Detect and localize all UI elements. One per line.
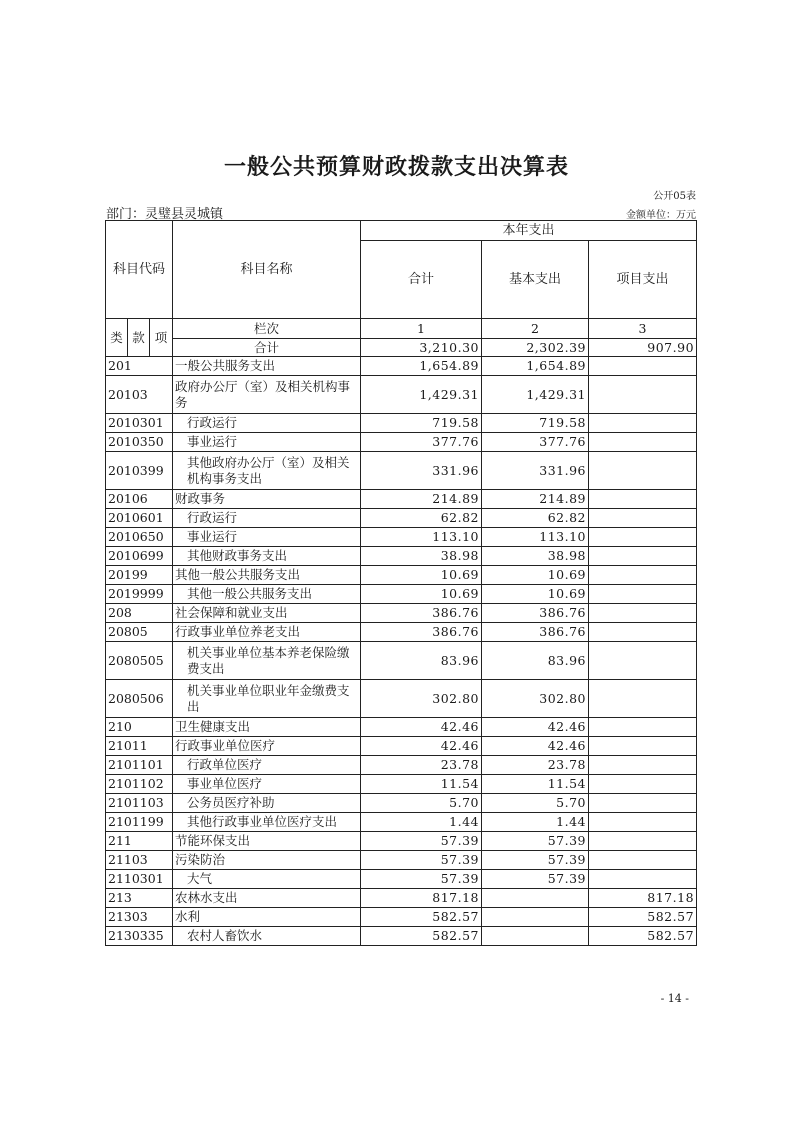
header-xiang: 项	[150, 319, 173, 357]
row-code: 2010301	[106, 414, 173, 433]
row-total: 719.58	[361, 414, 482, 433]
row-total: 42.46	[361, 737, 482, 756]
row-name: 事业单位医疗	[173, 775, 361, 794]
header-lei: 类	[106, 319, 128, 357]
row-project	[589, 832, 697, 851]
table-row	[106, 547, 697, 566]
row-name: 行政事业单位医疗	[173, 737, 361, 756]
row-total: 10.69	[361, 585, 482, 604]
row-project	[589, 775, 697, 794]
row-basic: 331.96	[482, 452, 589, 490]
row-total: 38.98	[361, 547, 482, 566]
row-name: 政府办公厅（室）及相关机构事务	[173, 376, 361, 414]
row-code: 2080506	[106, 680, 173, 718]
table-row	[106, 376, 697, 414]
row-project	[589, 585, 697, 604]
header-lanci: 栏次	[173, 319, 361, 339]
row-basic: 62.82	[482, 509, 589, 528]
form-code: 公开05表	[653, 191, 696, 202]
row-project	[589, 680, 697, 718]
row-project	[589, 509, 697, 528]
row-basic: 302.80	[482, 680, 589, 718]
header-col3: 3	[589, 319, 697, 339]
row-name: 财政事务	[173, 490, 361, 509]
row-project	[589, 433, 697, 452]
row-name: 机关事业单位基本养老保险缴费支出	[173, 642, 361, 680]
row-name: 事业运行	[173, 528, 361, 547]
table-row	[106, 509, 697, 528]
row-code: 21303	[106, 908, 173, 927]
header-basic: 基本支出	[482, 241, 589, 319]
row-total: 377.76	[361, 433, 482, 452]
table-row	[106, 908, 697, 927]
row-name: 行政运行	[173, 414, 361, 433]
table-row	[106, 433, 697, 452]
row-basic	[482, 889, 589, 908]
row-name: 农林水支出	[173, 889, 361, 908]
row-name: 公务员医疗补助	[173, 794, 361, 813]
row-basic: 386.76	[482, 623, 589, 642]
header-col2: 2	[482, 319, 589, 339]
row-total: 83.96	[361, 642, 482, 680]
row-project	[589, 737, 697, 756]
row-project	[589, 794, 697, 813]
row-name: 行政单位医疗	[173, 756, 361, 775]
row-project	[589, 870, 697, 889]
row-name: 其他政府办公厅（室）及相关机构事务支出	[173, 452, 361, 490]
table-row	[106, 585, 697, 604]
row-project	[589, 547, 697, 566]
row-code: 2010399	[106, 452, 173, 490]
row-code: 2019999	[106, 585, 173, 604]
row-total: 5.70	[361, 794, 482, 813]
row-basic: 10.69	[482, 566, 589, 585]
row-code: 20103	[106, 376, 173, 414]
row-total: 214.89	[361, 490, 482, 509]
table-row	[106, 718, 697, 737]
row-project: 582.57	[589, 908, 697, 927]
row-project	[589, 604, 697, 623]
row-code: 2010699	[106, 547, 173, 566]
row-name: 其他财政事务支出	[173, 547, 361, 566]
row-code: 2101101	[106, 756, 173, 775]
row-name: 行政运行	[173, 509, 361, 528]
row-basic: 214.89	[482, 490, 589, 509]
row-basic: 57.39	[482, 832, 589, 851]
row-code: 21011	[106, 737, 173, 756]
row-basic: 719.58	[482, 414, 589, 433]
row-project	[589, 528, 697, 547]
row-total: 386.76	[361, 623, 482, 642]
row-code: 211	[106, 832, 173, 851]
row-basic: 38.98	[482, 547, 589, 566]
row-total: 57.39	[361, 870, 482, 889]
table-row	[106, 490, 697, 509]
row-basic: 57.39	[482, 870, 589, 889]
row-total: 42.46	[361, 718, 482, 737]
row-name: 行政事业单位养老支出	[173, 623, 361, 642]
row-code: 201	[106, 357, 173, 376]
row-code: 2010601	[106, 509, 173, 528]
row-code: 2080505	[106, 642, 173, 680]
header-project: 项目支出	[589, 241, 697, 319]
header-code: 科目代码	[106, 221, 173, 319]
table-row	[106, 623, 697, 642]
page-title: 一般公共预算财政拨款支出决算表	[223, 155, 569, 180]
table-row	[106, 775, 697, 794]
row-name: 一般公共服务支出	[173, 357, 361, 376]
row-project	[589, 357, 697, 376]
sum-basic: 2,302.39	[482, 339, 589, 357]
row-project	[589, 376, 697, 414]
row-total: 62.82	[361, 509, 482, 528]
row-name: 其他一般公共服务支出	[173, 585, 361, 604]
row-total: 23.78	[361, 756, 482, 775]
row-total: 331.96	[361, 452, 482, 490]
row-total: 1,654.89	[361, 357, 482, 376]
table-row	[106, 737, 697, 756]
table-row	[106, 889, 697, 908]
department-label: 部门：灵璧县灵城镇	[106, 207, 224, 222]
unit-label: 金额单位：万元	[626, 210, 696, 221]
header-name: 科目名称	[173, 221, 361, 319]
table-row	[106, 452, 697, 490]
row-basic: 57.39	[482, 851, 589, 870]
row-project	[589, 414, 697, 433]
row-code: 2010350	[106, 433, 173, 452]
row-project	[589, 623, 697, 642]
row-basic: 1.44	[482, 813, 589, 832]
header-total: 合计	[361, 241, 482, 319]
row-total: 386.76	[361, 604, 482, 623]
row-name: 社会保障和就业支出	[173, 604, 361, 623]
row-code: 2101199	[106, 813, 173, 832]
row-code: 20805	[106, 623, 173, 642]
row-project	[589, 813, 697, 832]
row-name: 农村人畜饮水	[173, 927, 361, 946]
row-project	[589, 566, 697, 585]
table-row	[106, 566, 697, 585]
row-code: 213	[106, 889, 173, 908]
row-name: 大气	[173, 870, 361, 889]
row-name: 机关事业单位职业年金缴费支出	[173, 680, 361, 718]
row-basic: 1,654.89	[482, 357, 589, 376]
table-row	[106, 756, 697, 775]
row-basic: 5.70	[482, 794, 589, 813]
table-row	[106, 870, 697, 889]
header-kuan: 款	[128, 319, 150, 357]
table-row	[106, 927, 697, 946]
table-row	[106, 851, 697, 870]
table-row	[106, 813, 697, 832]
row-basic: 386.76	[482, 604, 589, 623]
table-row	[106, 528, 697, 547]
row-basic: 1,429.31	[482, 376, 589, 414]
row-total: 57.39	[361, 832, 482, 851]
table-row	[106, 794, 697, 813]
budget-table	[105, 220, 697, 946]
row-basic: 113.10	[482, 528, 589, 547]
row-total: 11.54	[361, 775, 482, 794]
row-total: 582.57	[361, 927, 482, 946]
row-name: 其他行政事业单位医疗支出	[173, 813, 361, 832]
row-project: 582.57	[589, 927, 697, 946]
row-project	[589, 718, 697, 737]
row-project	[589, 642, 697, 680]
row-name: 事业运行	[173, 433, 361, 452]
row-basic	[482, 927, 589, 946]
row-total: 57.39	[361, 851, 482, 870]
table-row	[106, 680, 697, 718]
row-total: 817.18	[361, 889, 482, 908]
page-number: - 14 -	[660, 992, 689, 1005]
table-row	[106, 832, 697, 851]
row-code: 208	[106, 604, 173, 623]
row-total: 1.44	[361, 813, 482, 832]
row-name: 卫生健康支出	[173, 718, 361, 737]
row-total: 1,429.31	[361, 376, 482, 414]
row-code: 2101102	[106, 775, 173, 794]
row-code: 20199	[106, 566, 173, 585]
row-project	[589, 756, 697, 775]
header-col1: 1	[361, 319, 482, 339]
row-name: 节能环保支出	[173, 832, 361, 851]
row-basic: 11.54	[482, 775, 589, 794]
row-name: 污染防治	[173, 851, 361, 870]
row-basic: 42.46	[482, 718, 589, 737]
row-basic: 377.76	[482, 433, 589, 452]
row-project	[589, 452, 697, 490]
row-code: 2010650	[106, 528, 173, 547]
row-basic	[482, 908, 589, 927]
row-project: 817.18	[589, 889, 697, 908]
row-total: 302.80	[361, 680, 482, 718]
sum-total: 3,210.30	[361, 339, 482, 357]
row-basic: 23.78	[482, 756, 589, 775]
row-code: 2101103	[106, 794, 173, 813]
row-basic: 42.46	[482, 737, 589, 756]
row-project	[589, 851, 697, 870]
header-current-year: 本年支出	[361, 221, 697, 241]
table-row	[106, 414, 697, 433]
sum-project: 907.90	[589, 339, 697, 357]
table-row	[106, 357, 697, 376]
row-total: 10.69	[361, 566, 482, 585]
row-code: 20106	[106, 490, 173, 509]
sum-label: 合计	[173, 339, 361, 357]
row-name: 水利	[173, 908, 361, 927]
row-code: 21103	[106, 851, 173, 870]
row-code: 210	[106, 718, 173, 737]
row-basic: 83.96	[482, 642, 589, 680]
row-total: 113.10	[361, 528, 482, 547]
table-row	[106, 642, 697, 680]
row-code: 2110301	[106, 870, 173, 889]
row-total: 582.57	[361, 908, 482, 927]
row-code: 2130335	[106, 927, 173, 946]
row-project	[589, 490, 697, 509]
row-basic: 10.69	[482, 585, 589, 604]
row-name: 其他一般公共服务支出	[173, 566, 361, 585]
table-row	[106, 604, 697, 623]
